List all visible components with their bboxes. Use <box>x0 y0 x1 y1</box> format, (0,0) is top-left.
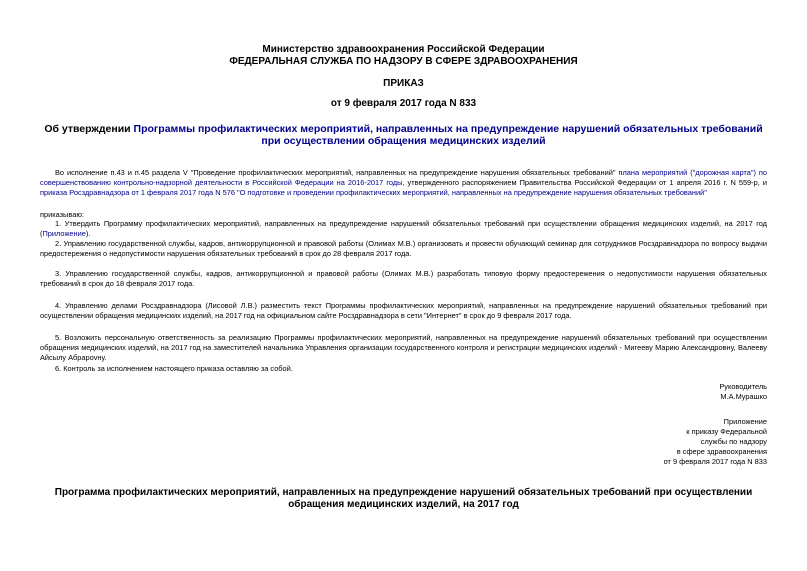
order-item-4: 4. Управлению делами Росздравнадзора (Лисовой Л.В.) разместить текст Программы профилактических мероприятий, направленных на предупреждение нарушений обязательных требований при осуществлении обращения медицинских изделий, на 2017 год на официальном сайте Росздравнадзора в сети "Интернет" в срок до 9 февраля 2017 года. <box>40 301 767 320</box>
order-item-3: 3. Управлению государственной службы, кадров, антикоррупционной и правовой работы (Олимах М.В.) разработать типовую форму предостережения о недопустимости нарушения обязательных требований в срок до 18 февраля 2017 года. <box>40 269 767 288</box>
preamble-text-2: , утвержденного распоряжением Правительства Российской Федерации от 1 апреля 2016 г. N 559-р, и <box>402 178 767 187</box>
document-date: от 9 февраля 2017 года N 833 <box>330 98 477 109</box>
item-1-end: ). <box>85 229 91 238</box>
title-program-link[interactable]: Программы профилактических мероприятий, направленных на предупреждение нарушений обязательных требований при осуществлении обращения медицинских изделий <box>133 123 763 147</box>
service-name: ФЕДЕРАЛЬНАЯ СЛУЖБА ПО НАДЗОРУ В СФЕРЕ ЗДРАВООХРАНЕНИЯ <box>229 56 578 67</box>
roadmap-link[interactable]: плана мероприятий ("дорожная карта") по совершенствованию контрольно-надзорной деятельности в Российской Федерации на 2016-2017 годы <box>40 168 767 187</box>
order-576-link[interactable]: приказа Росздравнадзора от 1 февраля 2017 года N 576 "О подготовке и проведении профилактических мероприятий, направленных на предупреждение нарушения обязательных требований" <box>40 188 707 197</box>
preamble-text-1: Во исполнение п.43 и п.45 раздела V "Проведение профилактических мероприятий, направленных на предупреждение нарушения обязательных требований" <box>55 168 619 177</box>
appendix-note-line-5: от 9 февраля 2017 года N 833 <box>663 457 767 466</box>
document-type: ПРИКАЗ <box>383 78 424 89</box>
title-prefix: Об утверждении <box>44 123 134 135</box>
document-title <box>40 123 767 147</box>
appendix-note-line-1: Приложение <box>723 417 767 426</box>
order-word: приказываю: <box>40 210 84 219</box>
appendix-link[interactable]: Приложение <box>42 229 86 238</box>
order-item-5: 5. Возложить персональную ответственность за реализацию Программы профилактических мероприятий, направленных на предупреждение нарушений обязательных требований при осуществлении обращения медицинских изделий, на 2017 год на заместителей начальника Управления организации государственного контроля и регистрации медицинских изделий - Мигееву Марию Александровну, Валееву Айсылу Абрарovну. <box>40 333 767 362</box>
signature-position: Руководитель <box>719 382 767 391</box>
order-item-2: 2. Управлению государственной службы, кадров, антикоррупционной и правовой работы (Олимах М.В.) организовать и провести обучающий семинар для сотрудников Росздравнадзора по вопросу выдачи предостережения о недопустимости нарушения обязательных требований в срок до 28 февраля 2017 года. <box>40 239 767 258</box>
appendix-note-line-3: службы по надзору <box>700 437 767 446</box>
order-item-1 <box>40 219 767 239</box>
ministry-name: Министерство здравоохранения Российской Федерации <box>262 44 545 55</box>
signature-name: М.А.Мурашко <box>720 392 767 401</box>
order-item-6: 6. Контроль за исполнением настоящего приказа оставляю за собой. <box>55 364 293 373</box>
appendix-note-line-2: к приказу Федеральной <box>686 427 767 436</box>
preamble-paragraph <box>40 168 767 198</box>
appendix-note-line-4: в сфере здравоохранения <box>676 447 767 456</box>
annex-program-title: Программа профилактических мероприятий, направленных на предупреждение нарушений обязательных требований при осуществлении обращения медицинских изделий, на 2017 год <box>54 487 753 510</box>
item-1-text: 1. Утвердить Программу профилактических мероприятий, направленных на предупреждение нарушений обязательных требований при осуществлении обращения медицинских изделий, на 2017 год ( <box>40 219 767 238</box>
